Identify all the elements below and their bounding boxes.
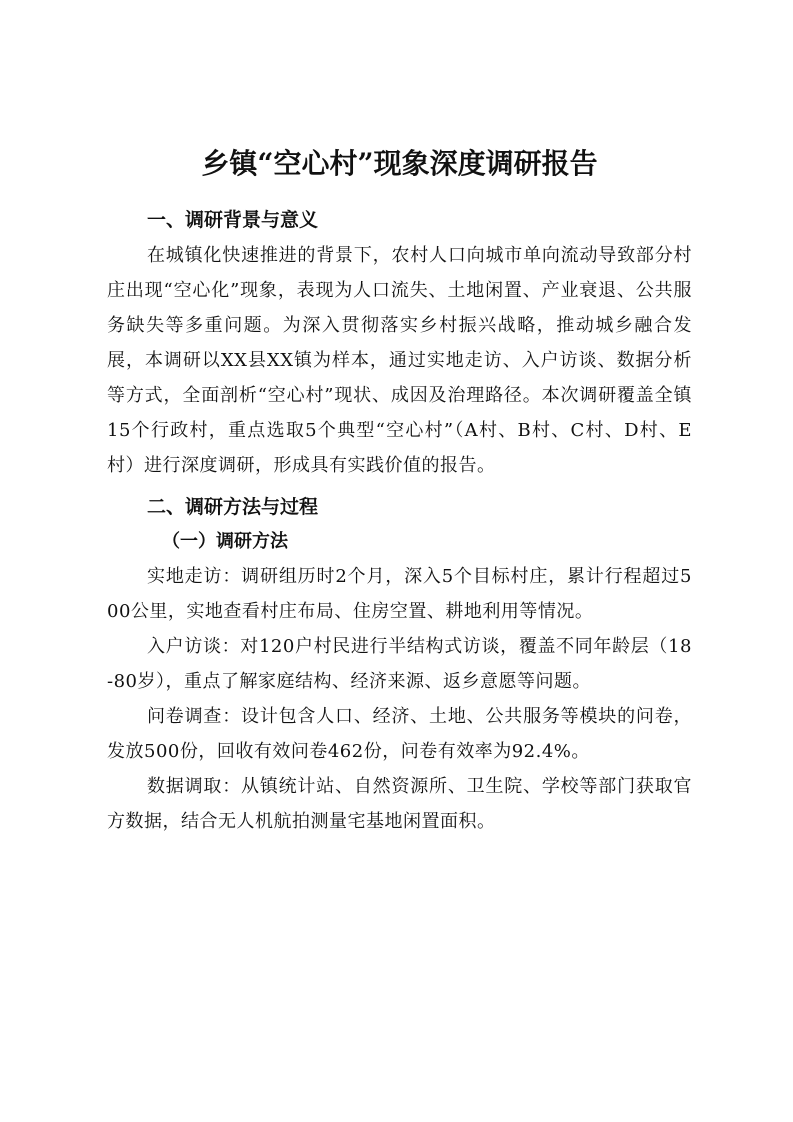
paragraph-data-collection: 数据调取：从镇统计站、自然资源所、卫生院、学校等部门获取官方数据，结合无人机航拍测量宅基地闲置面积。 bbox=[107, 776, 692, 832]
subsection-heading-methods: （一）调研方法 bbox=[162, 531, 288, 552]
document-content bbox=[107, 138, 692, 839]
paragraph-background: 在城镇化快速推进的背景下，农村人口向城市单向流动导致部分村庄出现“空心化”现象，表现为人口流失、土地闲置、产业衰退、公共服务缺失等多重问题。为深入贯彻落实乡村振兴战略，推动城乡融合发展，本调研以XX县XX镇为样本，通过实地走访、入户访谈、数据分析等方式，全面剖析“空心村”现状、成因及治理路径。本次调研覆盖全镇15个行政村，重点选取5个典型“空心村”（A村、B村、C村、D村、E村）进行深度调研，形成具有实践价值的报告。 bbox=[107, 245, 692, 476]
paragraph-field-visit: 实地走访：调研组历时2个月，深入5个目标村庄，累计行程超过500公里，实地查看村庄布局、住房空置、耕地利用等情况。 bbox=[107, 566, 692, 622]
paragraph-household-interview: 入户访谈：对120户村民进行半结构式访谈，覆盖不同年龄层（18-80岁），重点了解家庭结构、经济来源、返乡意愿等问题。 bbox=[107, 636, 692, 692]
section-heading-methods: 二、调研方法与过程 bbox=[147, 496, 319, 518]
section-background bbox=[107, 202, 692, 483]
paragraph-questionnaire: 问卷调查：设计包含人口、经济、土地、公共服务等模块的问卷，发放500份，回收有效问卷462份，问卷有效率为92.4%。 bbox=[107, 706, 692, 762]
section-heading-background: 一、调研背景与意义 bbox=[147, 209, 319, 231]
section-methods bbox=[107, 489, 692, 839]
document-title: 乡镇“空心村”现象深度调研报告 bbox=[201, 147, 598, 180]
